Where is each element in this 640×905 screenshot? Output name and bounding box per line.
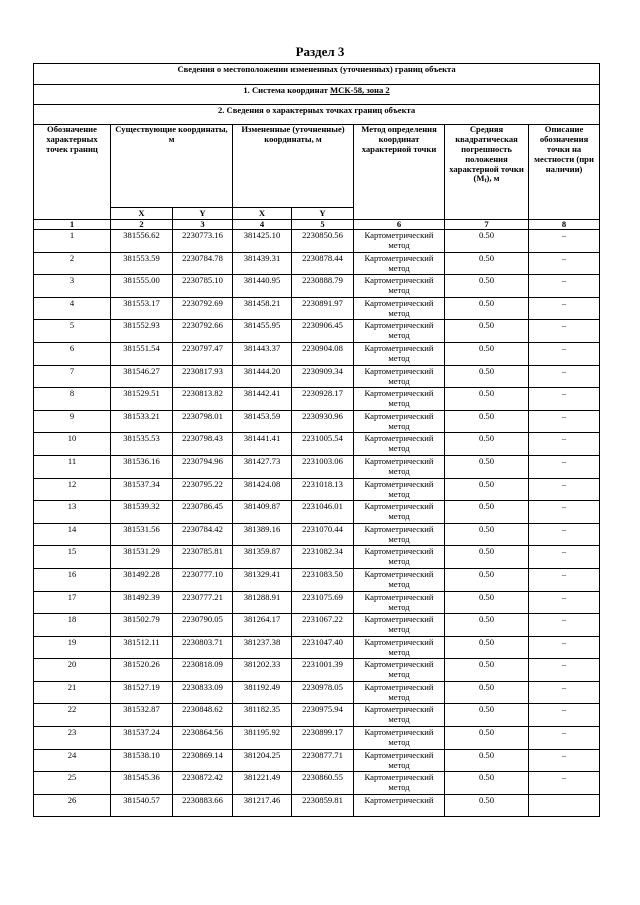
method: Картометрический метод (354, 749, 445, 772)
existing-y: 2230818.09 (173, 659, 233, 682)
existing-x: 381532.87 (111, 704, 173, 727)
error-value: 0.50 (445, 410, 529, 433)
updated-y: 2230975.94 (292, 704, 354, 727)
updated-y: 2230888.79 (292, 275, 354, 298)
point-number: 20 (34, 659, 111, 682)
column-number: 4 (233, 220, 292, 230)
table-row (34, 410, 600, 433)
error-value: 0.50 (445, 501, 529, 524)
description (529, 794, 600, 817)
existing-x: 381527.19 (111, 681, 173, 704)
col-x-updated: X (233, 208, 292, 220)
description: – (529, 388, 600, 411)
updated-y: 2230930.96 (292, 410, 354, 433)
updated-x: 381442.41 (233, 388, 292, 411)
existing-y: 2230813.82 (173, 388, 233, 411)
updated-x: 381217.46 (233, 794, 292, 817)
updated-y: 2231005.54 (292, 433, 354, 456)
updated-x: 381264.17 (233, 614, 292, 637)
description: – (529, 501, 600, 524)
col-y-updated: Y (292, 208, 354, 220)
error-value: 0.50 (445, 478, 529, 501)
updated-x: 381424.08 (233, 478, 292, 501)
method: Картометрический метод (354, 523, 445, 546)
updated-y: 2230909.34 (292, 365, 354, 388)
existing-x: 381529.51 (111, 388, 173, 411)
error-value: 0.50 (445, 275, 529, 298)
col-error-suffix: ), м (486, 173, 500, 184)
method: Картометрический метод (354, 230, 445, 253)
column-number: 6 (354, 220, 445, 230)
method: Картометрический метод (354, 388, 445, 411)
method: Картометрический метод (354, 772, 445, 795)
table-row (34, 297, 600, 320)
method: Картометрический метод (354, 614, 445, 637)
existing-x: 381553.59 (111, 252, 173, 275)
table-row (34, 749, 600, 772)
existing-y: 2230773.16 (173, 230, 233, 253)
updated-x: 381455.95 (233, 320, 292, 343)
col-method: Метод определения координат характерной точки (354, 125, 445, 220)
updated-y: 2231047.40 (292, 636, 354, 659)
existing-x: 381540.57 (111, 794, 173, 817)
table-row (34, 523, 600, 546)
method: Картометрический метод (354, 681, 445, 704)
error-value: 0.50 (445, 252, 529, 275)
existing-y: 2230792.69 (173, 297, 233, 320)
updated-x: 381458.21 (233, 297, 292, 320)
updated-y: 2230859.81 (292, 794, 354, 817)
error-value: 0.50 (445, 772, 529, 795)
table-body (34, 64, 600, 817)
column-number: 3 (173, 220, 233, 230)
updated-x: 381288.91 (233, 591, 292, 614)
error-value: 0.50 (445, 230, 529, 253)
updated-y: 2231082.34 (292, 546, 354, 569)
description: – (529, 342, 600, 365)
method: Картометрический метод (354, 275, 445, 298)
point-number: 2 (34, 252, 111, 275)
point-number: 12 (34, 478, 111, 501)
method: Картометрический метод (354, 727, 445, 750)
updated-x: 381409.87 (233, 501, 292, 524)
table-row (34, 614, 600, 637)
point-number: 17 (34, 591, 111, 614)
table-row (34, 794, 600, 817)
method: Картометрический метод (354, 410, 445, 433)
point-number: 14 (34, 523, 111, 546)
description: – (529, 704, 600, 727)
table-row (34, 455, 600, 478)
existing-y: 2230864.56 (173, 727, 233, 750)
error-value: 0.50 (445, 614, 529, 637)
updated-x: 381443.37 (233, 342, 292, 365)
updated-y: 2230878.44 (292, 252, 354, 275)
error-value: 0.50 (445, 523, 529, 546)
updated-x: 381441.41 (233, 433, 292, 456)
method: Картометрический метод (354, 320, 445, 343)
method: Картометрический метод (354, 433, 445, 456)
existing-y: 2230794.96 (173, 455, 233, 478)
table-row (34, 320, 600, 343)
updated-x: 381444.20 (233, 365, 292, 388)
updated-y: 2230850.56 (292, 230, 354, 253)
point-number: 6 (34, 342, 111, 365)
page-title: Раздел 3 (295, 44, 345, 59)
updated-y: 2231003.06 (292, 455, 354, 478)
existing-y: 2230795.22 (173, 478, 233, 501)
updated-x: 381221.49 (233, 772, 292, 795)
existing-y: 2230790.05 (173, 614, 233, 637)
existing-y: 2230817.93 (173, 365, 233, 388)
error-value: 0.50 (445, 546, 529, 569)
updated-x: 381440.95 (233, 275, 292, 298)
existing-y: 2230786.45 (173, 501, 233, 524)
method: Картометрический (354, 794, 445, 817)
updated-y: 2230877.71 (292, 749, 354, 772)
method: Картометрический метод (354, 636, 445, 659)
description: – (529, 297, 600, 320)
error-value: 0.50 (445, 455, 529, 478)
coordinate-system-label: 1. Система координат (243, 85, 328, 95)
existing-x: 381553.17 (111, 297, 173, 320)
description: – (529, 546, 600, 569)
existing-y: 2230784.42 (173, 523, 233, 546)
existing-x: 381538.10 (111, 749, 173, 772)
point-number: 1 (34, 230, 111, 253)
method: Картометрический метод (354, 501, 445, 524)
point-number: 7 (34, 365, 111, 388)
description: – (529, 275, 600, 298)
point-number: 4 (34, 297, 111, 320)
method: Картометрический метод (354, 704, 445, 727)
point-number: 10 (34, 433, 111, 456)
method: Картометрический метод (354, 297, 445, 320)
table-row (34, 433, 600, 456)
existing-y: 2230797.47 (173, 342, 233, 365)
description: – (529, 614, 600, 637)
column-number: 8 (529, 220, 600, 230)
existing-y: 2230869.14 (173, 749, 233, 772)
description: – (529, 772, 600, 795)
table-row (34, 501, 600, 524)
description: – (529, 681, 600, 704)
table-row (34, 591, 600, 614)
existing-x: 381492.39 (111, 591, 173, 614)
description: – (529, 478, 600, 501)
point-number: 9 (34, 410, 111, 433)
column-number: 1 (34, 220, 111, 230)
points-section-heading: 2. Сведения о характерных точках границ объекта (34, 105, 600, 125)
point-number: 22 (34, 704, 111, 727)
col-error (445, 125, 529, 220)
existing-x: 381552.93 (111, 320, 173, 343)
updated-x: 381427.73 (233, 455, 292, 478)
table-row (34, 252, 600, 275)
column-number: 7 (445, 220, 529, 230)
point-number: 23 (34, 727, 111, 750)
existing-y: 2230872.42 (173, 772, 233, 795)
updated-x: 381389.16 (233, 523, 292, 546)
existing-x: 381537.24 (111, 727, 173, 750)
error-value: 0.50 (445, 659, 529, 682)
point-number: 24 (34, 749, 111, 772)
point-number: 21 (34, 681, 111, 704)
table-row (34, 772, 600, 795)
point-number: 15 (34, 546, 111, 569)
description: – (529, 523, 600, 546)
existing-x: 381533.21 (111, 410, 173, 433)
existing-x: 381502.79 (111, 614, 173, 637)
coordinate-system-value: МСК-58, зона 2 (330, 85, 390, 95)
table-row (34, 659, 600, 682)
column-number: 5 (292, 220, 354, 230)
point-number: 5 (34, 320, 111, 343)
method: Картометрический метод (354, 365, 445, 388)
existing-x: 381536.16 (111, 455, 173, 478)
updated-x: 381237.38 (233, 636, 292, 659)
description: – (529, 749, 600, 772)
existing-y: 2230803.71 (173, 636, 233, 659)
table-row (34, 704, 600, 727)
method: Картометрический метод (354, 591, 445, 614)
existing-x: 381537.34 (111, 478, 173, 501)
error-value: 0.50 (445, 365, 529, 388)
error-value: 0.50 (445, 320, 529, 343)
existing-y: 2230785.81 (173, 546, 233, 569)
existing-x: 381531.56 (111, 523, 173, 546)
description: – (529, 410, 600, 433)
error-value: 0.50 (445, 297, 529, 320)
existing-x: 381555.00 (111, 275, 173, 298)
method: Картометрический метод (354, 659, 445, 682)
updated-y: 2230899.17 (292, 727, 354, 750)
col-existing-coordinates: Существующие координаты, м (111, 125, 233, 208)
existing-y: 2230785.10 (173, 275, 233, 298)
updated-y: 2231001.39 (292, 659, 354, 682)
updated-y: 2230891.97 (292, 297, 354, 320)
description: – (529, 727, 600, 750)
error-value: 0.50 (445, 342, 529, 365)
point-number: 8 (34, 388, 111, 411)
error-value: 0.50 (445, 388, 529, 411)
table-row (34, 388, 600, 411)
updated-x: 381359.87 (233, 546, 292, 569)
description: – (529, 320, 600, 343)
table-row (34, 342, 600, 365)
updated-y: 2231067.22 (292, 614, 354, 637)
description: – (529, 365, 600, 388)
existing-x: 381556.62 (111, 230, 173, 253)
table-row (34, 727, 600, 750)
existing-x: 381545.36 (111, 772, 173, 795)
existing-y: 2230798.01 (173, 410, 233, 433)
description: – (529, 455, 600, 478)
description: – (529, 433, 600, 456)
error-value: 0.50 (445, 794, 529, 817)
updated-y: 2231083.50 (292, 568, 354, 591)
point-number: 13 (34, 501, 111, 524)
updated-y: 2231075.69 (292, 591, 354, 614)
existing-x: 381512.11 (111, 636, 173, 659)
updated-x: 381192.49 (233, 681, 292, 704)
error-value: 0.50 (445, 749, 529, 772)
point-number: 25 (34, 772, 111, 795)
error-value: 0.50 (445, 568, 529, 591)
updated-y: 2230860.55 (292, 772, 354, 795)
updated-x: 381453.59 (233, 410, 292, 433)
table-row (34, 636, 600, 659)
updated-x: 381195.92 (233, 727, 292, 750)
description: – (529, 230, 600, 253)
error-value: 0.50 (445, 433, 529, 456)
existing-y: 2230777.10 (173, 568, 233, 591)
table-row (34, 275, 600, 298)
error-value: 0.50 (445, 727, 529, 750)
updated-y: 2231070.44 (292, 523, 354, 546)
error-value: 0.50 (445, 681, 529, 704)
existing-x: 381535.53 (111, 433, 173, 456)
error-value: 0.50 (445, 636, 529, 659)
col-y-existing: Y (173, 208, 233, 220)
updated-y: 2230906.45 (292, 320, 354, 343)
table-row (34, 568, 600, 591)
updated-x: 381425.10 (233, 230, 292, 253)
table-row (34, 478, 600, 501)
col-point-designation: Обозначение характерных точек границ (34, 125, 111, 220)
point-number: 19 (34, 636, 111, 659)
coordinate-system-row (34, 85, 600, 105)
existing-y: 2230883.66 (173, 794, 233, 817)
updated-x: 381204.25 (233, 749, 292, 772)
existing-x: 381531.29 (111, 546, 173, 569)
table-row (34, 546, 600, 569)
table-row (34, 681, 600, 704)
table-row (34, 230, 600, 253)
existing-x: 381520.26 (111, 659, 173, 682)
updated-y: 2230928.17 (292, 388, 354, 411)
updated-x: 381202.33 (233, 659, 292, 682)
existing-x: 381546.27 (111, 365, 173, 388)
column-numbers-row (34, 220, 600, 230)
col-error-subscript: t (484, 178, 487, 185)
existing-y: 2230784.78 (173, 252, 233, 275)
updated-y: 2230904.08 (292, 342, 354, 365)
existing-y: 2230833.09 (173, 681, 233, 704)
point-number: 3 (34, 275, 111, 298)
point-number: 26 (34, 794, 111, 817)
table-row (34, 365, 600, 388)
existing-y: 2230798.43 (173, 433, 233, 456)
table-header: Сведения о местоположении измененных (уточненных) границ объекта (34, 64, 600, 85)
column-number: 2 (111, 220, 173, 230)
description: – (529, 252, 600, 275)
description: – (529, 659, 600, 682)
existing-x: 381492.28 (111, 568, 173, 591)
existing-y: 2230848.62 (173, 704, 233, 727)
existing-y: 2230792.66 (173, 320, 233, 343)
existing-x: 381539.32 (111, 501, 173, 524)
updated-y: 2231018.13 (292, 478, 354, 501)
method: Картометрический метод (354, 546, 445, 569)
method: Картометрический метод (354, 342, 445, 365)
method: Картометрический метод (354, 478, 445, 501)
point-number: 11 (34, 455, 111, 478)
col-error-label: Средняя квадратическая погрешность положения характерной точки (M (449, 124, 524, 184)
col-x-existing: X (111, 208, 173, 220)
coordinates-table (33, 63, 600, 817)
existing-y: 2230777.21 (173, 591, 233, 614)
col-updated-coordinates: Измененные (уточненные) координаты, м (233, 125, 354, 208)
description: – (529, 636, 600, 659)
error-value: 0.50 (445, 704, 529, 727)
description: – (529, 591, 600, 614)
updated-y: 2230978.05 (292, 681, 354, 704)
updated-x: 381439.31 (233, 252, 292, 275)
updated-y: 2231046.01 (292, 501, 354, 524)
point-number: 16 (34, 568, 111, 591)
updated-x: 381182.35 (233, 704, 292, 727)
point-number: 18 (34, 614, 111, 637)
error-value: 0.50 (445, 591, 529, 614)
existing-x: 381551.54 (111, 342, 173, 365)
method: Картометрический метод (354, 252, 445, 275)
updated-x: 381329.41 (233, 568, 292, 591)
method: Картометрический метод (354, 455, 445, 478)
col-description: Описание обозначения точки на местности (при наличии) (529, 125, 600, 220)
description: – (529, 568, 600, 591)
method: Картометрический метод (354, 568, 445, 591)
